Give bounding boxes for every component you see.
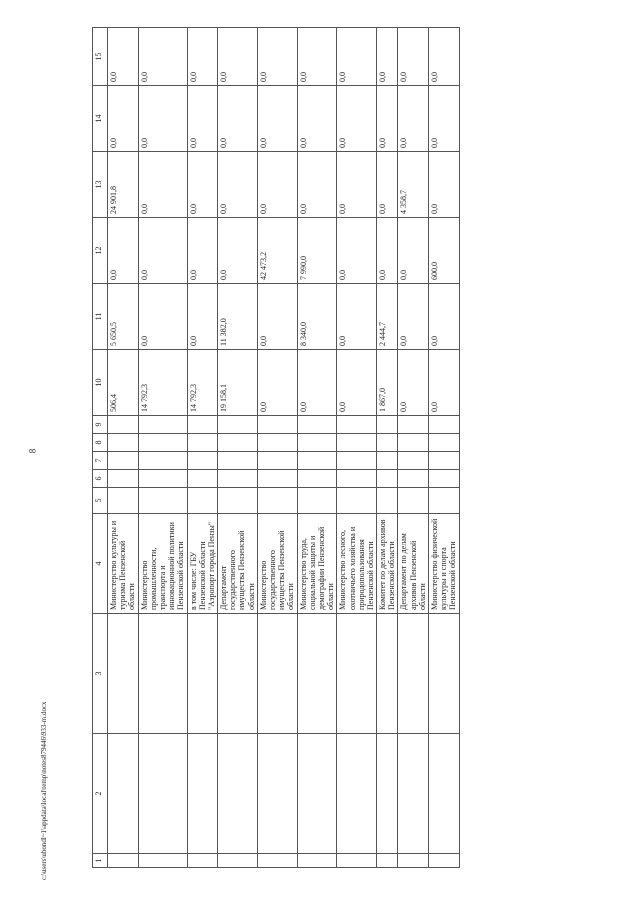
value-cell: 0,0 (187, 86, 218, 152)
empty-cell (297, 488, 337, 514)
empty-cell (377, 434, 398, 452)
empty-cell (108, 488, 139, 514)
organization-cell: Министерство культуры и туризма Пензенской области (108, 514, 139, 614)
value-cell: 0,0 (297, 152, 337, 218)
table-row (218, 28, 258, 868)
empty-cell (429, 488, 460, 514)
empty-cell (218, 452, 258, 470)
value-cell: 0,0 (108, 28, 139, 86)
column-header-5: 5 (93, 488, 108, 514)
organization-cell: Департамент по делам архивов Пензенской области (398, 514, 429, 614)
empty-cell (187, 614, 218, 734)
empty-cell (297, 614, 337, 734)
value-cell: 0,0 (398, 284, 429, 350)
column-header-1: 1 (93, 854, 108, 868)
value-cell: 0,0 (257, 350, 297, 416)
value-cell: 0,0 (377, 28, 398, 86)
column-header-13: 13 (93, 152, 108, 218)
empty-cell (108, 614, 139, 734)
value-cell: 0,0 (138, 28, 187, 86)
value-cell: 19 158,1 (218, 350, 258, 416)
empty-cell (187, 470, 218, 488)
empty-cell (429, 434, 460, 452)
value-cell: 0,0 (187, 218, 218, 284)
empty-cell (398, 470, 429, 488)
empty-cell (337, 452, 377, 470)
organization-cell: Министерство физической культуры и спорта Пензенской области (429, 514, 460, 614)
empty-cell (297, 734, 337, 854)
empty-cell (187, 434, 218, 452)
column-header-6: 6 (93, 470, 108, 488)
empty-cell (257, 734, 297, 854)
table-row (398, 28, 429, 868)
value-cell: 0,0 (398, 218, 429, 284)
value-cell: 0,0 (297, 28, 337, 86)
empty-cell (218, 416, 258, 434)
value-cell: 0,0 (138, 218, 187, 284)
column-header-7: 7 (93, 452, 108, 470)
organization-cell: Министерство государственного имущества Пензенской области (257, 514, 297, 614)
empty-cell (108, 734, 139, 854)
table-row (187, 28, 218, 868)
value-cell: 0,0 (337, 86, 377, 152)
empty-cell (108, 416, 139, 434)
value-cell: 0,0 (429, 284, 460, 350)
empty-cell (257, 434, 297, 452)
table-row (257, 28, 297, 868)
empty-cell (297, 854, 337, 868)
value-cell: 0,0 (297, 86, 337, 152)
column-header-9: 9 (93, 416, 108, 434)
empty-cell (429, 452, 460, 470)
empty-cell (218, 488, 258, 514)
empty-cell (108, 854, 139, 868)
value-cell: 0,0 (398, 86, 429, 152)
organization-cell: Министерство лесного, охотничьего хозяйства и природопользования Пензенской области (337, 514, 377, 614)
empty-cell (257, 854, 297, 868)
empty-cell (337, 416, 377, 434)
value-cell: 0,0 (398, 28, 429, 86)
empty-cell (398, 854, 429, 868)
empty-cell (297, 416, 337, 434)
empty-cell (337, 734, 377, 854)
value-cell: 0,0 (257, 152, 297, 218)
empty-cell (108, 434, 139, 452)
value-cell: 0,0 (218, 152, 258, 218)
page-number: 8 (27, 448, 38, 454)
organization-cell: Министерство промышленности, транспорта и инновационной политики Пензенской области (138, 514, 187, 614)
value-cell: 42 473,2 (257, 218, 297, 284)
table-row (138, 28, 187, 868)
organization-cell: Комитет по делам архивов Пензенской области (377, 514, 398, 614)
empty-cell (337, 488, 377, 514)
value-cell: 0,0 (337, 350, 377, 416)
value-cell: 0,0 (218, 218, 258, 284)
organization-cell: Департамент государственного имущества Пензенской области (218, 514, 258, 614)
table-row (429, 28, 460, 868)
empty-cell (187, 488, 218, 514)
value-cell: 0,0 (429, 152, 460, 218)
column-header-11: 11 (93, 284, 108, 350)
budget-table (92, 27, 460, 868)
organization-cell: в том числе: ГБУ Пензенской области "Аэропорт города Пензы" (187, 514, 218, 614)
empty-cell (429, 416, 460, 434)
organization-cell: Министерство труда, социальной защиты и демографии Пензенской области (297, 514, 337, 614)
value-cell: 0,0 (429, 86, 460, 152)
table-row (377, 28, 398, 868)
empty-cell (138, 614, 187, 734)
empty-cell (429, 614, 460, 734)
empty-cell (377, 614, 398, 734)
empty-cell (297, 452, 337, 470)
value-cell: 0,0 (337, 284, 377, 350)
column-header-10: 10 (93, 350, 108, 416)
value-cell: 0,0 (398, 350, 429, 416)
value-cell: 7 990,0 (297, 218, 337, 284)
footer-file-path: c:\users\ubondl~1\appdata\local\temp\notes879446\933-m.docx (40, 701, 48, 880)
value-cell: 0,0 (297, 350, 337, 416)
empty-cell (138, 734, 187, 854)
value-cell: 0,0 (377, 152, 398, 218)
empty-cell (337, 470, 377, 488)
empty-cell (257, 452, 297, 470)
column-header-4: 4 (93, 514, 108, 614)
value-cell: 0,0 (429, 350, 460, 416)
value-cell: 0,0 (138, 152, 187, 218)
empty-cell (187, 734, 218, 854)
empty-cell (138, 488, 187, 514)
value-cell: 14 792,3 (138, 350, 187, 416)
empty-cell (377, 734, 398, 854)
value-cell: 506,4 (108, 350, 139, 416)
column-header-12: 12 (93, 218, 108, 284)
empty-cell (218, 434, 258, 452)
empty-cell (377, 488, 398, 514)
empty-cell (377, 854, 398, 868)
value-cell: 0,0 (337, 28, 377, 86)
value-cell: 0,0 (257, 86, 297, 152)
empty-cell (429, 854, 460, 868)
value-cell: 0,0 (429, 28, 460, 86)
value-cell: 0,0 (138, 284, 187, 350)
empty-cell (377, 416, 398, 434)
value-cell: 4 358,7 (398, 152, 429, 218)
empty-cell (187, 452, 218, 470)
empty-cell (297, 470, 337, 488)
empty-cell (257, 488, 297, 514)
value-cell: 2 444,7 (377, 284, 398, 350)
empty-cell (138, 434, 187, 452)
table-body (108, 28, 460, 868)
table-row (108, 28, 139, 868)
table-row (297, 28, 337, 868)
value-cell: 5 650,5 (108, 284, 139, 350)
empty-cell (257, 416, 297, 434)
empty-cell (398, 452, 429, 470)
empty-cell (138, 452, 187, 470)
empty-cell (337, 434, 377, 452)
empty-cell (218, 734, 258, 854)
empty-cell (187, 416, 218, 434)
value-cell: 14 792,3 (187, 350, 218, 416)
empty-cell (398, 416, 429, 434)
empty-cell (138, 470, 187, 488)
empty-cell (257, 614, 297, 734)
empty-cell (218, 854, 258, 868)
column-header-3: 3 (93, 614, 108, 734)
value-cell: 8 340,0 (297, 284, 337, 350)
value-cell: 0,0 (108, 218, 139, 284)
rotated-table-container (92, 28, 622, 868)
empty-cell (377, 470, 398, 488)
value-cell: 0,0 (218, 28, 258, 86)
empty-cell (297, 434, 337, 452)
empty-cell (398, 488, 429, 514)
value-cell: 0,0 (257, 284, 297, 350)
value-cell: 0,0 (377, 86, 398, 152)
value-cell: 0,0 (138, 86, 187, 152)
value-cell: 11 382,0 (218, 284, 258, 350)
empty-cell (218, 470, 258, 488)
value-cell: 0,0 (187, 284, 218, 350)
empty-cell (398, 614, 429, 734)
empty-cell (108, 470, 139, 488)
empty-cell (398, 734, 429, 854)
column-header-8: 8 (93, 434, 108, 452)
empty-cell (337, 614, 377, 734)
empty-cell (187, 854, 218, 868)
value-cell: 0,0 (187, 152, 218, 218)
column-header-14: 14 (93, 86, 108, 152)
column-header-15: 15 (93, 28, 108, 86)
empty-cell (429, 734, 460, 854)
value-cell: 0,0 (377, 218, 398, 284)
column-header-2: 2 (93, 734, 108, 854)
header-row (93, 28, 108, 868)
empty-cell (398, 434, 429, 452)
empty-cell (429, 470, 460, 488)
empty-cell (337, 854, 377, 868)
value-cell: 0,0 (257, 28, 297, 86)
value-cell: 600,0 (429, 218, 460, 284)
value-cell: 24 901,8 (108, 152, 139, 218)
empty-cell (138, 416, 187, 434)
value-cell: 0,0 (337, 152, 377, 218)
value-cell: 0,0 (337, 218, 377, 284)
empty-cell (108, 452, 139, 470)
value-cell: 0,0 (218, 86, 258, 152)
empty-cell (257, 470, 297, 488)
value-cell: 0,0 (187, 28, 218, 86)
value-cell: 0,0 (108, 86, 139, 152)
empty-cell (218, 614, 258, 734)
value-cell: 1 867,0 (377, 350, 398, 416)
empty-cell (377, 452, 398, 470)
empty-cell (138, 854, 187, 868)
table-row (337, 28, 377, 868)
